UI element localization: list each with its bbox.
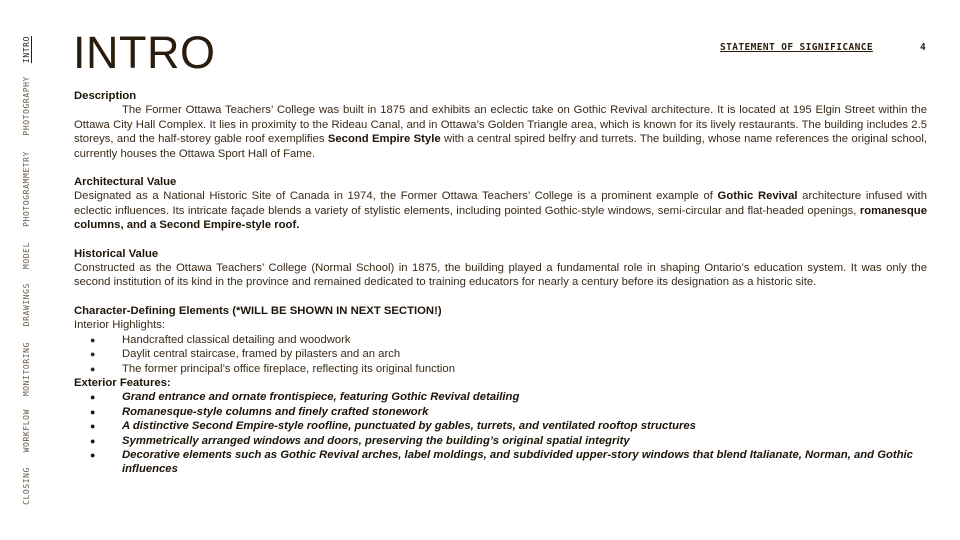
historical-paragraph: Constructed as the Ottawa Teachers’ College (Normal School) in 1875, the building played a fundamental role in shaping Ontario’s education system. It was only the second institution of its kind in the province and remained dedicated to training educators for nearly a century before its designation as a historic site. [74, 262, 927, 289]
architectural-highlight-a: Gothic Revival [717, 190, 798, 203]
list-item [74, 347, 927, 361]
architectural-heading: Architectural Value [74, 176, 177, 189]
main-content [74, 89, 927, 491]
description-heading: Description [74, 90, 137, 102]
list-item [74, 434, 927, 448]
side-navigation [22, 36, 36, 506]
list-item [74, 448, 927, 477]
description-text-a: The Former Ottawa Teachers’ College was built in 1875 and exhibits an eclectic take on Gothic Revival architecture. It is located at 195 Elgin Street within the Ottawa City Hall Complex. It lies in proximity to the Rideau Canal, and in Ottawa’s Golden Triangle area, which is known for its lively restaurants. The building includes 2.5 storeys, and the half-storey gable roof exemplifies [74, 104, 927, 146]
list-item-text: Decorative elements such as Gothic Revival arches, label moldings, and subdivided upper-story windows that blend Italianate, Norman, and Gothic influences [122, 448, 913, 476]
page-number: 4 [920, 42, 926, 53]
description-text-b: with a central spired belfry and turrets. The building, whose name references the original school, currently houses the Ottawa Sport Hall of Fame. [74, 133, 927, 160]
architectural-text-b: architecture infused with eclectic influences. Its intricate façade blends a variety of stylistic elements, including pointed Gothic-style windows, semi-circular and flat-headed openings, [74, 190, 927, 217]
section-label[interactable]: STATEMENT OF SIGNIFICANCE [720, 42, 873, 53]
bullet-icon: ● [90, 363, 96, 374]
list-item-text: Romanesque-style columns and finely crafted stonework [122, 405, 429, 418]
historical-heading: Historical Value [74, 247, 159, 260]
exterior-label: Exterior Features: [74, 376, 171, 389]
bullet-icon: ● [90, 421, 96, 432]
architectural-text-a: Designated as a National Historic Site of Canada in 1974, the Former Ottawa Teachers’ College is a prominent example of [74, 190, 718, 203]
nav-item-photography[interactable]: PHOTOGRAPHY [22, 76, 31, 136]
architectural-paragraph [74, 189, 927, 232]
architectural-section [74, 175, 927, 233]
interior-label: Interior Highlights: [74, 319, 166, 332]
bullet-icon: ● [90, 449, 96, 460]
description-paragraph [74, 103, 927, 161]
bullet-icon: ● [90, 334, 96, 345]
list-item [74, 362, 927, 376]
list-item-text: Handcrafted classical detailing and woodwork [122, 333, 351, 346]
nav-item-photogrammetry[interactable]: PHOTOGRAMMETRY [22, 151, 31, 227]
list-item [74, 419, 927, 433]
bullet-icon: ● [90, 349, 96, 360]
nav-item-closing[interactable]: CLOSING [22, 467, 31, 505]
nav-item-workflow[interactable]: WORKFLOW [22, 409, 31, 453]
bullet-icon: ● [90, 392, 96, 403]
list-item [74, 333, 927, 347]
nav-item-monitoring[interactable]: MONITORING [22, 342, 31, 397]
list-item-text: Symmetrically arranged windows and doors, preserving the building’s original spatial integrity [122, 434, 630, 447]
list-item-text: The former principal’s office fireplace, reflecting its original function [122, 362, 455, 375]
list-item-text: A distinctive Second Empire-style roofline, punctuated by gables, turrets, and ventilated rooftop structures [122, 420, 696, 433]
interior-list [74, 333, 927, 376]
description-section [74, 89, 927, 161]
historical-section [74, 247, 927, 290]
list-item [74, 405, 927, 419]
bullet-icon: ● [90, 435, 96, 446]
architectural-highlight-b: romanesque columns, and a Second Empire-style roof. [74, 204, 927, 232]
list-item-text: Grand entrance and ornate frontispiece, featuring Gothic Revival detailing [122, 391, 520, 404]
list-item-text: Daylit central staircase, framed by pilasters and an arch [122, 348, 401, 361]
description-highlight: Second Empire Style [327, 133, 441, 146]
nav-item-model[interactable]: MODEL [22, 242, 31, 270]
character-heading: Character-Defining Elements (*WILL BE SHOWN IN NEXT SECTION!) [74, 304, 442, 317]
nav-item-intro[interactable]: INTRO [22, 36, 31, 64]
exterior-list [74, 390, 927, 476]
nav-item-drawings[interactable]: DRAWINGS [22, 283, 31, 327]
character-section [74, 304, 927, 477]
bullet-icon: ● [90, 406, 96, 417]
page-title: INTRO [73, 27, 216, 78]
list-item [74, 390, 927, 404]
